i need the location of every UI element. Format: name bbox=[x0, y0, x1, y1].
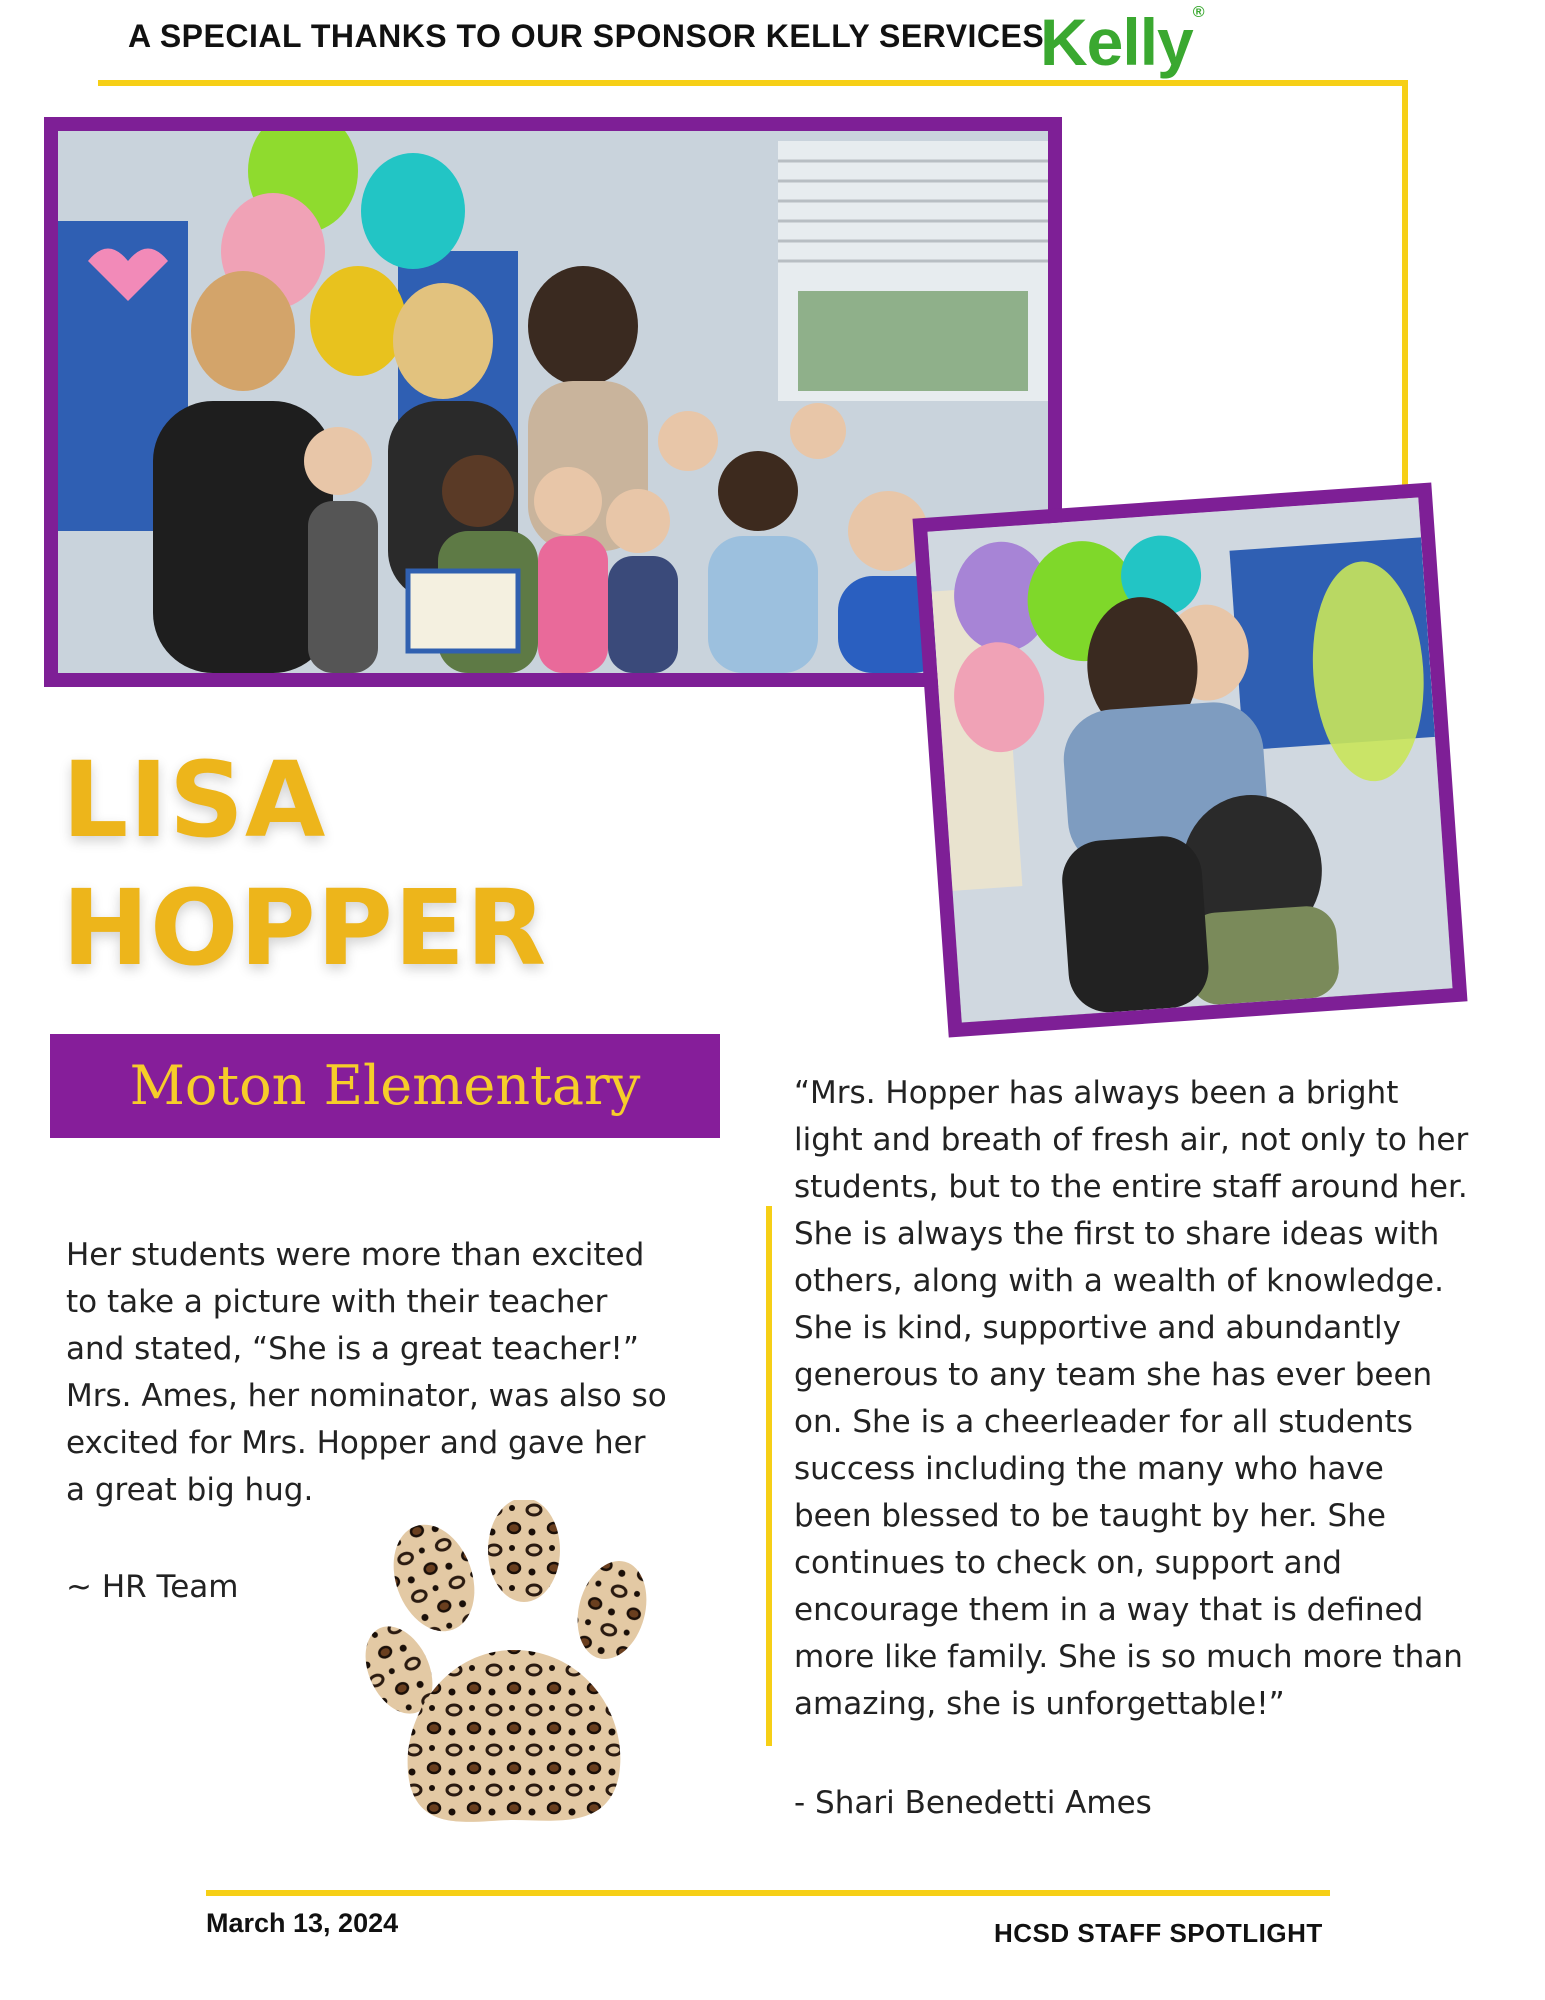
quote-line: encourage them in a way that is defined bbox=[794, 1592, 1424, 1628]
footer-title: HCSD STAFF SPOTLIGHT bbox=[994, 1918, 1323, 1948]
right-frame-line bbox=[1402, 80, 1408, 500]
group-photo bbox=[44, 117, 1062, 687]
hr-signature: ~ HR Team bbox=[66, 1569, 239, 1605]
school-name: Moton Elementary bbox=[129, 1054, 641, 1117]
quote-line: continues to check on, support and bbox=[794, 1545, 1342, 1581]
quote-line: success including the many who have bbox=[794, 1451, 1384, 1487]
paragraph-line: to take a picture with their teacher bbox=[66, 1284, 608, 1320]
paragraph-line: Her students were more than excited bbox=[66, 1237, 645, 1273]
quote-line: students, but to the entire staff around her. bbox=[794, 1169, 1468, 1205]
top-divider-line bbox=[98, 80, 1408, 86]
paragraph-line: a great big hug. bbox=[66, 1472, 314, 1508]
quote-line: been blessed to be taught by her. She bbox=[794, 1498, 1386, 1534]
honoree-first-name: LISA bbox=[62, 739, 327, 861]
paragraph-line: and stated, “She is a great teacher!” bbox=[66, 1331, 639, 1367]
paragraph-line: excited for Mrs. Hopper and gave her bbox=[66, 1425, 646, 1461]
quote-line: She is kind, supportive and abundantly bbox=[794, 1310, 1401, 1346]
quote-line: generous to any team she has ever been bbox=[794, 1357, 1433, 1393]
quote-line: “Mrs. Hopper has always been a bright bbox=[794, 1075, 1399, 1111]
kelly-logo: Kelly® bbox=[1040, 4, 1204, 79]
leopard-paw-print-icon bbox=[364, 1500, 664, 1850]
quote-line: amazing, she is unforgettable!” bbox=[794, 1686, 1285, 1722]
quote-signature: - Shari Benedetti Ames bbox=[794, 1785, 1152, 1821]
quote-divider-line bbox=[766, 1206, 772, 1746]
sponsor-banner-text: A SPECIAL THANKS TO OUR SPONSOR KELLY SERVICES! bbox=[128, 18, 1056, 54]
quote-line: light and breath of fresh air, not only to her bbox=[794, 1122, 1469, 1158]
quote-line: She is always the first to share ideas with bbox=[794, 1216, 1440, 1252]
paragraph-line: Mrs. Ames, her nominator, was also so bbox=[66, 1378, 667, 1414]
footer-divider-line bbox=[206, 1890, 1330, 1896]
quote-line: others, along with a wealth of knowledge. bbox=[794, 1263, 1444, 1299]
quote-line: on. She is a cheerleader for all students bbox=[794, 1404, 1413, 1440]
footer-date: March 13, 2024 bbox=[206, 1908, 399, 1938]
quote-line: more like family. She is so much more than bbox=[794, 1639, 1463, 1675]
hug-photo bbox=[912, 482, 1467, 1037]
hr-paragraph bbox=[66, 1232, 726, 1514]
honoree-last-name: HOPPER bbox=[62, 867, 548, 989]
nominator-quote bbox=[794, 1070, 1534, 1728]
